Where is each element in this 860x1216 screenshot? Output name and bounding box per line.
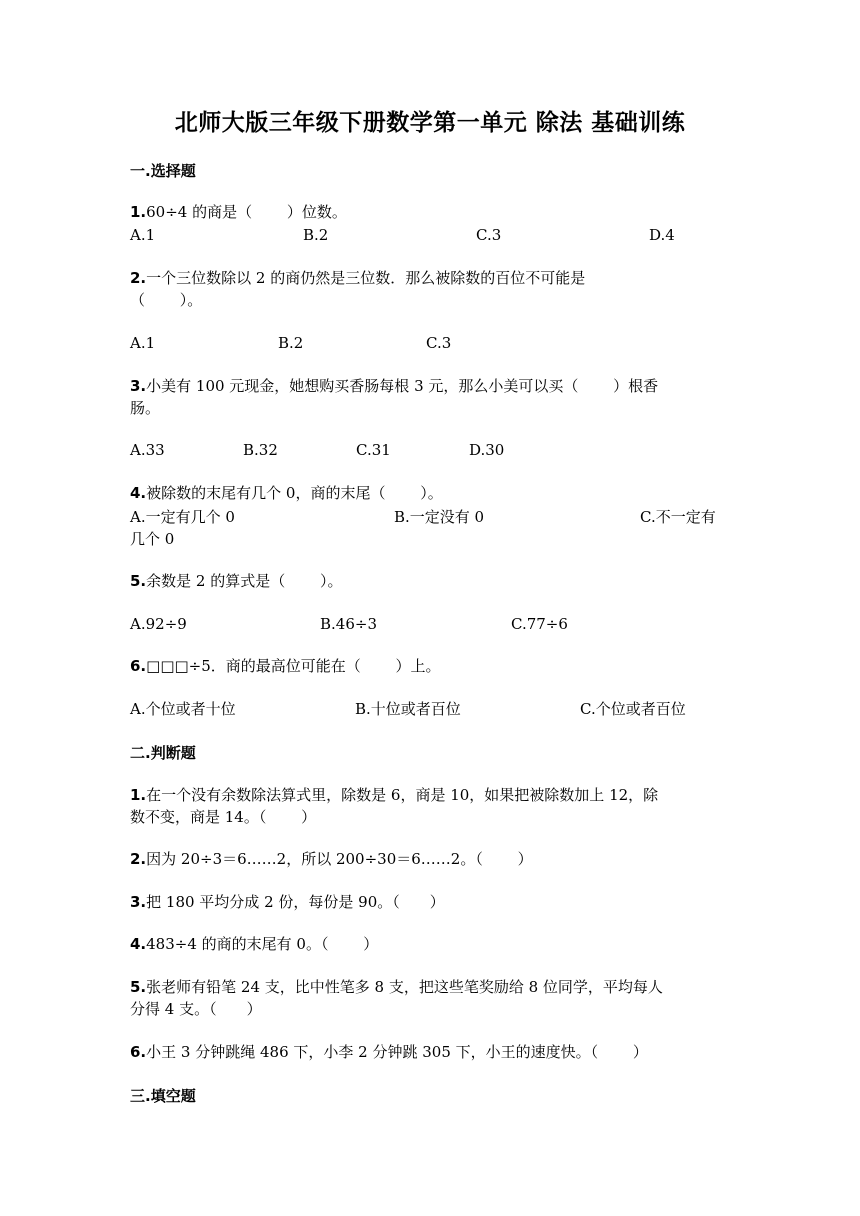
option-a: A.个位或者十位 — [130, 700, 236, 718]
question-number: 1. — [130, 203, 147, 221]
question-text: 一个三位数除以 2 的商仍然是三位数．那么被除数的百位不可能是 — [146, 269, 586, 287]
question-item — [130, 570, 730, 592]
question-text-cont: （ ）。 — [130, 291, 203, 309]
option-c: C.3 — [476, 226, 502, 244]
section-heading-judge: 二.判断题 — [130, 744, 196, 762]
option-c: C.个位或者百位 — [580, 700, 686, 718]
option-b: B.2 — [303, 226, 329, 244]
question-number: 2. — [130, 850, 147, 868]
option-a: A.92÷9 — [130, 615, 187, 633]
option-b: B.一定没有 0 — [394, 508, 485, 526]
question-item — [130, 976, 730, 1020]
question-number: 5. — [130, 572, 147, 590]
question-text: 小王 3 分钟跳绳 486 下，小李 2 分钟跳 305 下，小王的速度快。（ ） — [146, 1043, 648, 1061]
question-text-cont: 肠。 — [130, 399, 161, 417]
option-b: B.46÷3 — [320, 615, 377, 633]
option-b: B.十位或者百位 — [355, 700, 461, 718]
question-text: 被除数的末尾有几个 0，商的末尾（ ）。 — [146, 484, 443, 502]
question-item — [130, 655, 730, 677]
question-number: 4. — [130, 935, 147, 953]
question-text-cont: 数不变，商是 14。（ ） — [130, 808, 317, 826]
question-number: 4. — [130, 484, 147, 502]
question-text: 60÷4 的商是（ ）位数。 — [146, 203, 347, 221]
option-c: C.31 — [356, 441, 391, 459]
question-number: 1. — [130, 786, 147, 804]
question-text-cont: 分得 4 支。（ ） — [130, 1000, 262, 1018]
question-item — [130, 848, 730, 870]
question-number: 2. — [130, 269, 147, 287]
question-item — [130, 784, 730, 828]
option-c: C.3 — [426, 334, 452, 352]
question-text: 余数是 2 的算式是（ ）。 — [146, 572, 343, 590]
option-a: A.1 — [130, 226, 156, 244]
question-item — [130, 891, 730, 913]
option-d: D.30 — [469, 441, 505, 459]
question-text: 把 180 平均分成 2 份，每份是 90。（ ） — [146, 893, 445, 911]
question-text: □□□÷5．商的最高位可能在（ ）上。 — [146, 657, 441, 675]
question-text: 因为 20÷3＝6……2，所以 200÷30＝6……2。（ ） — [146, 850, 533, 868]
question-number: 3. — [130, 377, 147, 395]
option-c: C.77÷6 — [511, 615, 568, 633]
page-title: 北师大版三年级下册数学第一单元 除法 基础训练 — [174, 110, 686, 136]
question-item — [130, 267, 730, 311]
section-heading-fill: 三.填空题 — [130, 1087, 196, 1105]
question-item — [130, 201, 730, 223]
question-item — [130, 933, 730, 955]
option-b: B.32 — [243, 441, 278, 459]
question-text: 483÷4 的商的末尾有 0。（ ） — [146, 935, 379, 953]
option-a: A.33 — [130, 441, 165, 459]
question-number: 5. — [130, 978, 147, 996]
question-number: 3. — [130, 893, 147, 911]
option-d: D.4 — [649, 226, 675, 244]
option-c: C.不一定有 — [640, 508, 716, 526]
option-a: A.一定有几个 0 — [130, 508, 235, 526]
question-text: 张老师有铅笔 24 支，比中性笔多 8 支，把这些笔奖励给 8 位同学，平均每人 — [146, 978, 663, 996]
option-c-wrap: 几个 0 — [130, 530, 175, 548]
question-item — [130, 1041, 730, 1063]
option-a: A.1 — [130, 334, 156, 352]
question-item — [130, 482, 730, 504]
question-number: 6. — [130, 657, 147, 675]
question-text: 小美有 100 元现金，她想购买香肠每根 3 元，那么小美可以买（ ）根香 — [146, 377, 659, 395]
question-text: 在一个没有余数除法算式里，除数是 6，商是 10，如果把被除数加上 12，除 — [146, 786, 659, 804]
option-b: B.2 — [278, 334, 304, 352]
section-heading-choice: 一.选择题 — [130, 162, 196, 180]
question-item — [130, 375, 730, 419]
question-number: 6. — [130, 1043, 147, 1061]
